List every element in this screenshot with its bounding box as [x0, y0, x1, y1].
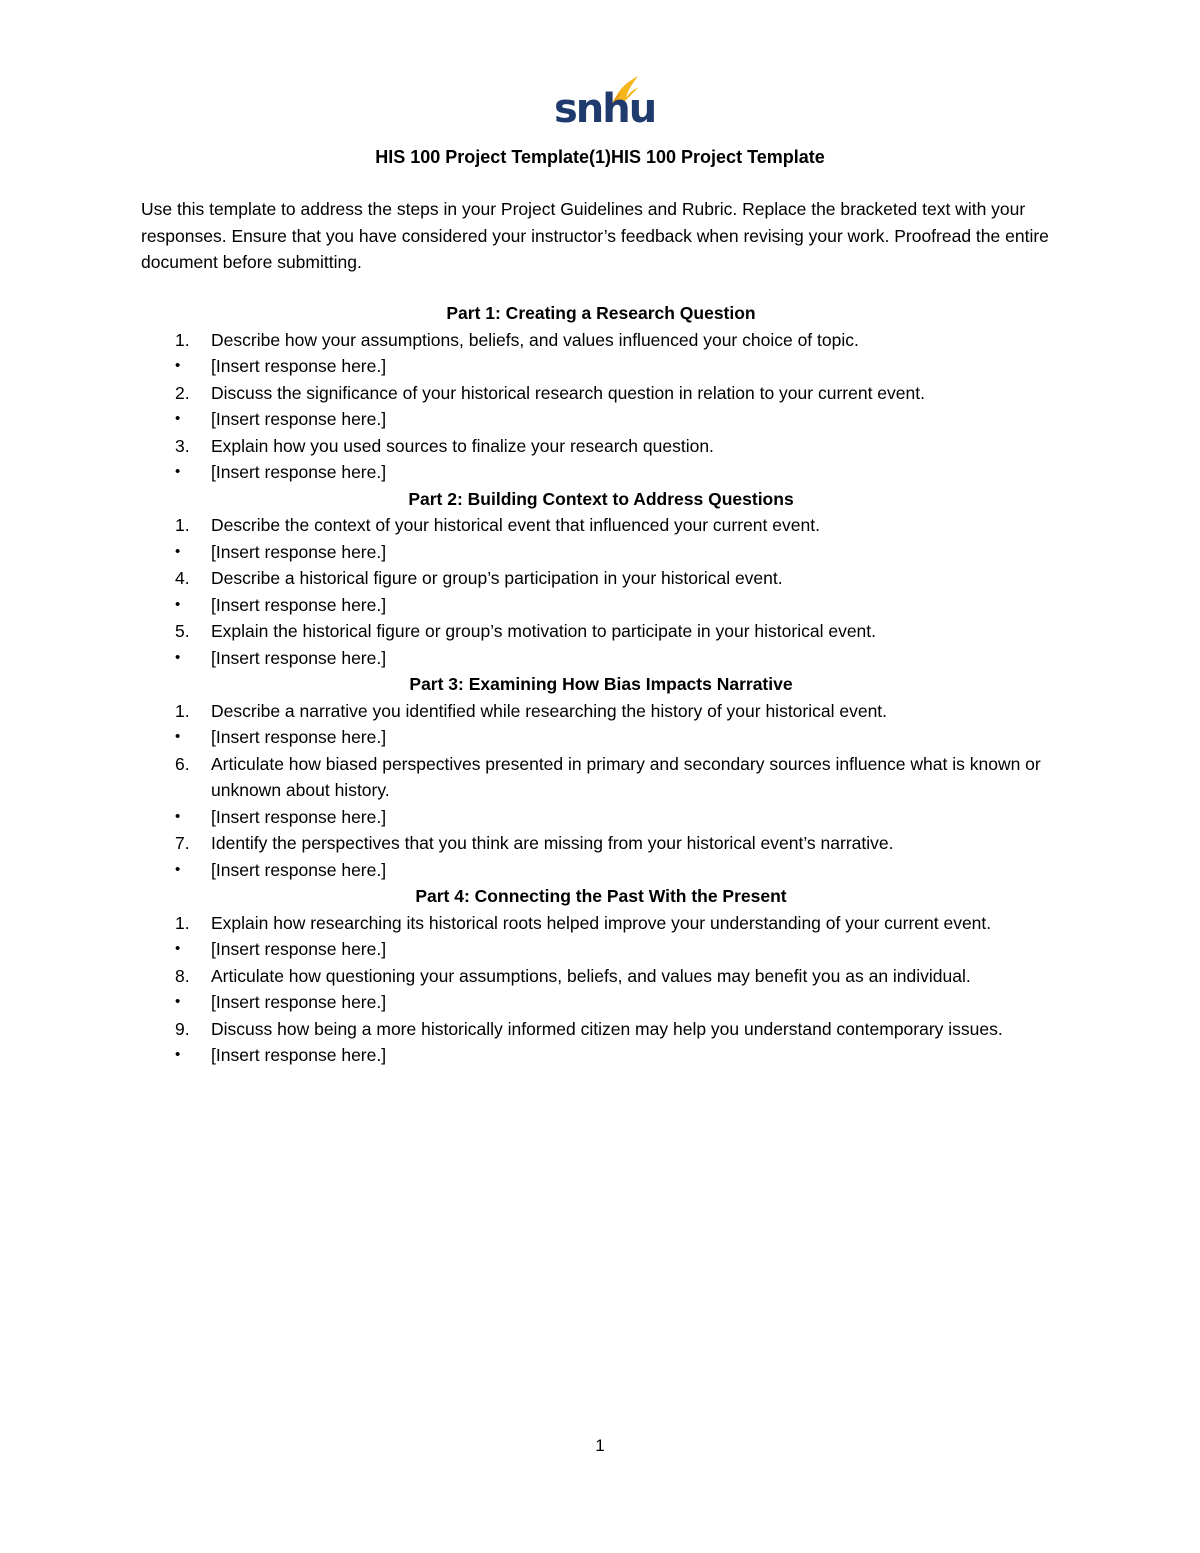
- item-number: 1.: [175, 515, 190, 535]
- item-number: 1.: [175, 912, 190, 933]
- bullet-icon: •: [175, 807, 181, 825]
- item-number: 5.: [175, 621, 190, 641]
- bullet-icon: •: [175, 410, 181, 427]
- item-number: 2.: [175, 382, 190, 403]
- item-prompt: Discuss the significance of your historical research question in relation to your current event.: [211, 382, 925, 403]
- item-prompt: Describe a historical figure or group’s participation in your historical event.: [211, 568, 783, 588]
- bullet-icon: •: [175, 993, 181, 1010]
- list-item: [141, 1016, 1061, 1043]
- document-body: [141, 300, 1061, 1069]
- item-prompt: Articulate how questioning your assumptions, beliefs, and values may benefit you as an individual.: [211, 965, 971, 986]
- snhu-logo: [554, 74, 656, 132]
- response-row: [141, 459, 1061, 486]
- response-row: [141, 353, 1061, 380]
- bullet-icon: •: [175, 860, 181, 878]
- bullet-icon: •: [175, 357, 181, 374]
- bullet-icon: •: [175, 463, 181, 480]
- list-item: [141, 751, 1061, 804]
- item-prompt: Identify the perspectives that you think are missing from your historical event’s narrative.: [211, 833, 894, 853]
- item-prompt: Describe how your assumptions, beliefs, and values influenced your choice of topic.: [211, 329, 859, 350]
- response-row: [141, 857, 1061, 884]
- response-placeholder[interactable]: [Insert response here.]: [211, 647, 387, 668]
- response-row: [141, 724, 1061, 751]
- response-placeholder[interactable]: [Insert response here.]: [211, 1045, 387, 1065]
- list-item: [141, 327, 1061, 354]
- item-number: 1.: [175, 329, 190, 350]
- list-item: [141, 380, 1061, 407]
- item-number: 7.: [175, 833, 190, 853]
- bullet-icon: •: [175, 728, 181, 745]
- response-placeholder[interactable]: [Insert response here.]: [211, 541, 387, 562]
- item-number: 9.: [175, 1018, 190, 1039]
- item-prompt: Describe the context of your historical event that influenced your current event.: [211, 515, 820, 535]
- bullet-icon: •: [175, 940, 181, 957]
- page-number: 1: [595, 1436, 605, 1455]
- item-prompt: Explain how you used sources to finalize your research question.: [211, 435, 714, 456]
- response-placeholder[interactable]: [Insert response here.]: [211, 594, 387, 615]
- response-placeholder[interactable]: [Insert response here.]: [211, 462, 387, 482]
- logo-wordmark: snhu: [554, 86, 656, 132]
- response-row: [141, 645, 1061, 672]
- item-prompt: Explain how researching its historical roots helped improve your understanding of your current event.: [211, 912, 992, 933]
- item-prompt: Explain the historical figure or group’s motivation to participate in your historical event.: [211, 621, 877, 641]
- list-item: [141, 618, 1061, 645]
- list-item: [141, 512, 1061, 539]
- response-placeholder[interactable]: [Insert response here.]: [211, 806, 387, 827]
- item-number: 4.: [175, 568, 190, 588]
- item-number: 3.: [175, 435, 190, 456]
- response-placeholder[interactable]: [Insert response here.]: [211, 356, 387, 376]
- response-row: [141, 539, 1061, 566]
- list-item: [141, 910, 1061, 937]
- item-prompt: Describe a narrative you identified while researching the history of your historical event.: [211, 700, 888, 721]
- part-heading: Part 3: Examining How Bias Impacts Narrative: [409, 674, 793, 694]
- item-number: 1.: [175, 700, 190, 721]
- item-prompt: Discuss how being a more historically informed citizen may help you understand contemporary issues.: [211, 1018, 1003, 1039]
- item-prompt: Articulate how biased perspectives presented in primary and secondary sources influence what is known or unknown about history.: [211, 753, 1041, 800]
- bullet-icon: •: [175, 595, 181, 613]
- part-heading: Part 1: Creating a Research Question: [446, 303, 756, 323]
- intro-paragraph: Use this template to address the steps in your Project Guidelines and Rubric. Replace the bracketed text with your responses. Ensure that you have considered your instructor’s feedback when revising your work. Proofread the entire document before submitting.: [141, 199, 1049, 272]
- list-item: [141, 963, 1061, 990]
- bullet-icon: •: [175, 542, 181, 560]
- list-item: [141, 433, 1061, 460]
- response-placeholder[interactable]: [Insert response here.]: [211, 859, 387, 880]
- response-row: [141, 1042, 1061, 1069]
- part-heading: Part 2: Building Context to Address Questions: [408, 488, 794, 509]
- item-number: 8.: [175, 965, 190, 986]
- response-placeholder[interactable]: [Insert response here.]: [211, 727, 387, 747]
- list-item: [141, 698, 1061, 725]
- document-title: HIS 100 Project Template(1)HIS 100 Project Template: [375, 147, 825, 167]
- response-placeholder[interactable]: [Insert response here.]: [211, 939, 387, 959]
- response-row: [141, 989, 1061, 1016]
- response-placeholder[interactable]: [Insert response here.]: [211, 992, 387, 1012]
- list-item: [141, 830, 1061, 857]
- response-row: [141, 406, 1061, 433]
- bullet-icon: •: [175, 1046, 181, 1063]
- response-row: [141, 804, 1061, 831]
- bullet-icon: •: [175, 648, 181, 666]
- item-number: 6.: [175, 753, 190, 774]
- response-row: [141, 936, 1061, 963]
- response-row: [141, 592, 1061, 619]
- response-placeholder[interactable]: [Insert response here.]: [211, 409, 387, 429]
- part-heading: Part 4: Connecting the Past With the Present: [415, 886, 787, 906]
- list-item: [141, 565, 1061, 592]
